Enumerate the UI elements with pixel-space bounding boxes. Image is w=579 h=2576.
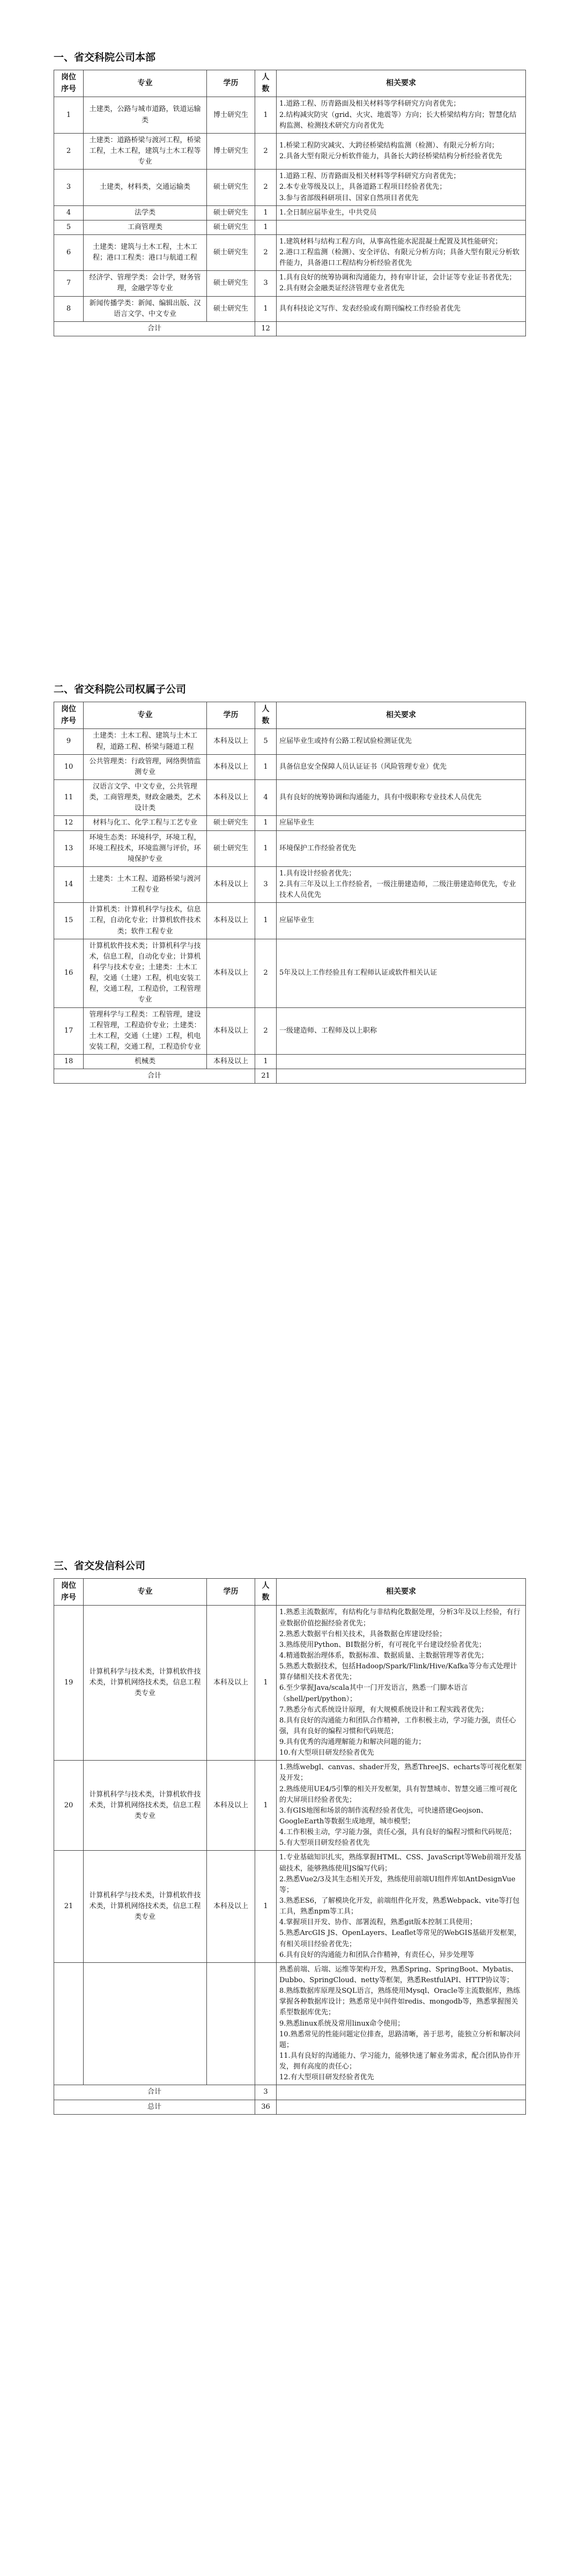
header-count: 人 数 [255, 70, 277, 97]
header-major: 专业 [84, 702, 207, 729]
section-title-3: 三、省交发信科公司 [54, 1560, 146, 1572]
cell-position-no: 16 [54, 939, 84, 1007]
cell-position-no: 3 [54, 170, 84, 205]
section-title-2: 二、省交科院公司权属子公司 [54, 683, 187, 695]
cell-position-no: 5 [54, 220, 84, 234]
cell-headcount: 1 [255, 296, 277, 321]
cell-major: 机械类 [84, 1055, 207, 1069]
subtotal-empty [277, 2085, 526, 2100]
cell-education: 博士研究生 [207, 97, 255, 133]
cell-education: 硕士研究生 [207, 234, 255, 270]
cell-requirements: 应届毕业生或持有公路工程试验检测证优先 [277, 729, 526, 754]
header-edu: 学历 [207, 1579, 255, 1606]
cell-major: 公共管理类：行政管理，网络舆情监测专业 [84, 754, 207, 779]
header-edu: 学历 [207, 70, 255, 97]
cell-headcount: 1 [255, 816, 277, 830]
header-no: 岗位 序号 [54, 702, 84, 729]
header-req: 相关要求 [277, 70, 526, 97]
cell-major: 土建类，公路与城市道路，铁道运输类 [84, 97, 207, 133]
subtotal-row [54, 2085, 526, 2100]
header-req: 相关要求 [277, 1579, 526, 1606]
cell-requirements: 1.熟悉主流数据库，有结构化与非结构化数据处理，分析3年及以上经验，有行业数据价值挖掘经验者优先； 2.熟悉大数据平台相关技术，具备数据仓库建设经验； 3.熟练使用Python、BI数据分析，有可视化平台建设经验者优先； 4.精通数据治理体系，数据标准、数据质量、主数据管理等者优先； 5.熟悉大数据技术，包括Hadoop/Spark/Flink/Hive/Kafka等分布式处理计算存储相关技术者优先； 6.至少掌握Java/scala其中一门开发语言，熟悉一门脚本语言（shell/perl/python）； 7.熟悉分布式系统设计原理，有大规模系统设计和工程实践者优先； 8.具有良好的沟通能力和团队合作精神，工作积极主动，学习能力强，责任心强，具有良好的编程习惯和代码规范； 9.具有优秀的沟通理解能力和解决问题的能力； 10.有大型项目研发经验者优先 [277, 1606, 526, 1761]
section-title-1: 一、省交科院公司本部 [54, 51, 156, 63]
header-edu: 学历 [207, 702, 255, 729]
table-row [54, 220, 526, 234]
cell-education: 硕士研究生 [207, 170, 255, 205]
cell-position-no: 20 [54, 1761, 84, 1851]
header-major: 专业 [84, 70, 207, 97]
cell-requirements [277, 220, 526, 234]
cell-position-no: 2 [54, 133, 84, 169]
table-row [54, 779, 526, 815]
cell-education: 本科及以上 [207, 1851, 255, 1962]
cell-requirements: 一级建造师、工程师及以上职称 [277, 1007, 526, 1055]
cell-education: 本科及以上 [207, 866, 255, 902]
table-row [54, 133, 526, 169]
cell-position-no: 19 [54, 1606, 84, 1761]
cell-headcount [255, 1962, 277, 2085]
cell-position-no: 9 [54, 729, 84, 754]
header-no: 岗位 序号 [54, 1579, 84, 1606]
cell-headcount: 1 [255, 97, 277, 133]
table-section-2 [54, 702, 526, 1084]
cell-requirements: 1.专业基础知识扎实，熟练掌握HTML、CSS、JavaScript等Web前端开发基础技术，能够熟练使用JS编写代码； 2.熟悉Vue2/3及其生态相关开发，熟练使用前端UI组件库如AntDesignVue等； 3.熟悉ES6，了解模块化开发，前端组件化开发，熟悉Webpack、vite等打包工具，熟悉npm等工具； 4.掌握项目开发、协作、部署流程，熟悉git版本控制工具使用； 5.熟悉ArcGIS JS、OpenLayers、Leaflet等常见的WebGIS基础开发框架，有相关项目经验者优先； 6.具有良好的沟通能力和团队合作精神，有责任心，异步处理等 [277, 1851, 526, 1962]
cell-major: 经济学、管理学类：会计学，财务管理，金融学等专业 [84, 271, 207, 296]
cell-education: 本科及以上 [207, 779, 255, 815]
cell-major: 环境生态类：环境科学，环境工程，环境工程技术，环境监测与评价，环境保护专业 [84, 830, 207, 866]
cell-position-no: 6 [54, 234, 84, 270]
table-row [54, 830, 526, 866]
cell-position-no: 15 [54, 903, 84, 939]
table-row [54, 754, 526, 779]
cell-headcount: 1 [255, 830, 277, 866]
cell-headcount: 1 [255, 220, 277, 234]
table-row [54, 816, 526, 830]
header-req: 相关要求 [277, 702, 526, 729]
cell-position-no: 11 [54, 779, 84, 815]
subtotal-empty [277, 1069, 526, 1084]
subtotal-row [54, 1069, 526, 1084]
table-row [54, 1606, 526, 1761]
cell-headcount: 1 [255, 1761, 277, 1851]
cell-requirements: 1.建筑材料与结构工程方向，从事高性能水泥混凝土配置及其性能研究； 2.港口工程监测（检测）、安全评估、有限元分析方向；具备大型有限元分析软件能力，具备港口工程结构分析经验者优先 [277, 234, 526, 270]
cell-education: 硕士研究生 [207, 830, 255, 866]
table-row [54, 234, 526, 270]
cell-position-no: 14 [54, 866, 84, 902]
cell-education: 本科及以上 [207, 939, 255, 1007]
cell-education: 硕士研究生 [207, 271, 255, 296]
cell-major: 管理科学与工程类：工程管理，建设工程管理，工程造价专业；土建类：土木工程，交通（土建）工程，机电安装工程，交通工程，工程造价专业 [84, 1007, 207, 1055]
cell-major: 材料与化工、化学工程与工艺专业 [84, 816, 207, 830]
cell-education [207, 1962, 255, 2085]
cell-major: 新闻传播学类：新闻、编辑出版、汉语言文学、中文专业 [84, 296, 207, 321]
table-row [54, 296, 526, 321]
cell-major: 汉语言文学、中文专业，公共管理类，工商管理类，财政金融类，艺术设计类 [84, 779, 207, 815]
cell-major: 法学类 [84, 205, 207, 220]
cell-requirements: 应届毕业生 [277, 903, 526, 939]
header-count: 人 数 [255, 702, 277, 729]
cell-requirements: 5年及以上工作经验且有工程师认证或软件相关认证 [277, 939, 526, 1007]
cell-position-no [54, 1962, 84, 2085]
cell-position-no: 8 [54, 296, 84, 321]
cell-headcount: 1 [255, 1851, 277, 1962]
subtotal-label: 合计 [54, 1069, 255, 1084]
table-row [54, 903, 526, 939]
subtotal-value: 21 [255, 1069, 277, 1084]
cell-requirements [277, 1055, 526, 1069]
cell-headcount: 1 [255, 754, 277, 779]
subtotal-label: 合计 [54, 2085, 255, 2100]
cell-requirements: 1.道路工程、历青路面及相关材料等学科研究方向者优先； 2.本专业等级及以上，具备道路工程项目经验者优先； 3.参与省部级科研项目、国家自然项目者优先 [277, 170, 526, 205]
cell-requirements: 1.熟练webgl、canvas、shader开发，熟悉ThreeJS、echarts等可视化框架及开发； 2.熟练使用UE4/5引擎的相关开发框架，具有智慧城市、智慧交通三维可视化的大屏项目经验者优先； 3.有GIS地图和场景的制作流程经验者优先，可快速搭建Geojson、GoogleEarth等数据生成地理，城市模型； 4.工作积极主动，学习能力强，责任心强，具有良好的编程习惯和代码规范； 5.有大型项目研发经验者优先 [277, 1761, 526, 1851]
cell-headcount: 5 [255, 729, 277, 754]
cell-headcount: 2 [255, 939, 277, 1007]
cell-major: 土建类：道路桥梁与渡河工程，桥梁工程，土木工程，建筑与土木工程等专业 [84, 133, 207, 169]
table-row [54, 1055, 526, 1069]
cell-major: 计算机科学与技术类，计算机软件技术类，计算机网络技术类，信息工程类专业 [84, 1606, 207, 1761]
cell-education: 本科及以上 [207, 1761, 255, 1851]
cell-requirements: 具有良好的统筹协调和沟通能力，具有中级职称专业技术人员优先 [277, 779, 526, 815]
subtotal-empty [277, 321, 526, 336]
cell-headcount: 2 [255, 1007, 277, 1055]
table-row [54, 729, 526, 754]
cell-major: 土建类：土木工程、建筑与土木工程，道路工程、桥梁与隧道工程 [84, 729, 207, 754]
cell-position-no: 10 [54, 754, 84, 779]
header-count: 人 数 [255, 1579, 277, 1606]
table-row [54, 1962, 526, 2085]
cell-requirements: 1.全日制应届毕业生，中共党员 [277, 205, 526, 220]
cell-headcount: 1 [255, 1606, 277, 1761]
cell-major: 土建类：建筑与土木工程，土木工程；港口工程类：港口与航道工程 [84, 234, 207, 270]
table-section-3 [54, 1578, 526, 2115]
cell-requirements: 1.具有设计经验者优先； 2.具有三年及以上工作经验者，一级注册建造师，二级注册建造师优先，专业技术人员优先 [277, 866, 526, 902]
cell-education: 本科及以上 [207, 903, 255, 939]
cell-requirements: 具备信息安全保障人员认证证书（风险管理专业）优先 [277, 754, 526, 779]
cell-major: 计算机软件技术类；计算机科学与技术，信息工程，自动化专业；计算机科学与技术专业；土建类：土木工程，交通（土建）工程，机电安装工程，交通工程，工程造价，工程管理专业 [84, 939, 207, 1007]
cell-headcount: 2 [255, 170, 277, 205]
subtotal-row [54, 321, 526, 336]
header-major: 专业 [84, 1579, 207, 1606]
cell-education: 本科及以上 [207, 729, 255, 754]
cell-requirements: 1.桥梁工程防灾减灾、大跨径桥梁结构监测（检测）、有限元分析方向； 2.具备大型有限元分析软件能力，具备长大跨径桥梁结构分析经验者优先 [277, 133, 526, 169]
cell-position-no: 21 [54, 1851, 84, 1962]
table-row [54, 1761, 526, 1851]
cell-requirements: 1.具有良好的统筹协调和沟通能力，持有审计证，会计证等专业证书者优先； 2.具有财会金融类证经济管理专业者优先 [277, 271, 526, 296]
subtotal-value: 3 [255, 2085, 277, 2100]
table-row [54, 170, 526, 205]
total-label: 总计 [54, 2100, 255, 2114]
cell-major: 土建类，材料类，交通运输类 [84, 170, 207, 205]
table-section-1 [54, 70, 526, 336]
cell-education: 博士研究生 [207, 133, 255, 169]
total-empty [277, 2100, 526, 2114]
cell-position-no: 13 [54, 830, 84, 866]
cell-headcount: 4 [255, 779, 277, 815]
table-row [54, 866, 526, 902]
cell-position-no: 1 [54, 97, 84, 133]
total-value: 36 [255, 2100, 277, 2114]
cell-education: 硕士研究生 [207, 220, 255, 234]
cell-major: 土建类：土木工程、道路桥梁与渡河工程专业 [84, 866, 207, 902]
cell-education: 本科及以上 [207, 1606, 255, 1761]
cell-requirements: 应届毕业生 [277, 816, 526, 830]
cell-headcount: 1 [255, 1055, 277, 1069]
cell-education: 本科及以上 [207, 1055, 255, 1069]
cell-major: 计算机科学与技术类，计算机软件技术类，计算机网络技术类，信息工程类专业 [84, 1761, 207, 1851]
cell-position-no: 12 [54, 816, 84, 830]
cell-position-no: 18 [54, 1055, 84, 1069]
cell-education: 硕士研究生 [207, 296, 255, 321]
cell-requirements: 环境保护工作经验者优先 [277, 830, 526, 866]
table-row [54, 939, 526, 1007]
cell-requirements: 具有科技论文写作、发表经验或有期刊编校工作经验者优先 [277, 296, 526, 321]
table-row [54, 97, 526, 133]
cell-education: 本科及以上 [207, 1007, 255, 1055]
cell-major [84, 1962, 207, 2085]
cell-major: 工商管理类 [84, 220, 207, 234]
cell-position-no: 17 [54, 1007, 84, 1055]
table-row [54, 1851, 526, 1962]
header-no: 岗位 序号 [54, 70, 84, 97]
cell-headcount: 2 [255, 234, 277, 270]
cell-major: 计算机类：计算机科学与技术，信息工程，自动化专业；计算机软件技术类；软件工程专业 [84, 903, 207, 939]
cell-headcount: 3 [255, 271, 277, 296]
cell-headcount: 3 [255, 866, 277, 902]
cell-position-no: 4 [54, 205, 84, 220]
cell-headcount: 1 [255, 205, 277, 220]
cell-major: 计算机科学与技术类，计算机软件技术类，计算机网络技术类，信息工程类专业 [84, 1851, 207, 1962]
table-row [54, 205, 526, 220]
table-row [54, 1007, 526, 1055]
cell-requirements: 1.道路工程、历青路面及相关材料等学科研究方向者优先； 2.结构减灾防灾（grid、火灾、地震等）方向；长大桥梁结构方向；智慧化结构监测、检测技术研究方向者优先 [277, 97, 526, 133]
cell-headcount: 1 [255, 903, 277, 939]
cell-headcount: 2 [255, 133, 277, 169]
cell-education: 硕士研究生 [207, 205, 255, 220]
table-row [54, 271, 526, 296]
cell-education: 硕士研究生 [207, 816, 255, 830]
cell-requirements: 熟悉前端、后端、运维等架构开发，熟悉Spring、SpringBoot、Mybatis、Dubbo、SpringCloud、netty等框架，熟悉RestfulAPI、HTTP协议等； 8.熟练数据库原理及SQL语言，熟练使用Mysql、Oracle等主流数据库，熟练掌握各种数据库设计；熟悉常见中间件如redis、mongodb等，熟悉掌握图关系型数据库优先； 9.熟悉linux系统及常用linux命令使用； 10.熟悉常见的性能问题定位排查，思路清晰，善于思考，能独立分析和解决问题； 11.具有良好的沟通能力、学习能力，能够快速了解业务需求，配合团队协作开发，拥有高度的责任心； 12.有大型项目研发经验者优先 [277, 1962, 526, 2085]
subtotal-value: 12 [255, 321, 277, 336]
cell-position-no: 7 [54, 271, 84, 296]
cell-education: 本科及以上 [207, 754, 255, 779]
subtotal-label: 合计 [54, 321, 255, 336]
